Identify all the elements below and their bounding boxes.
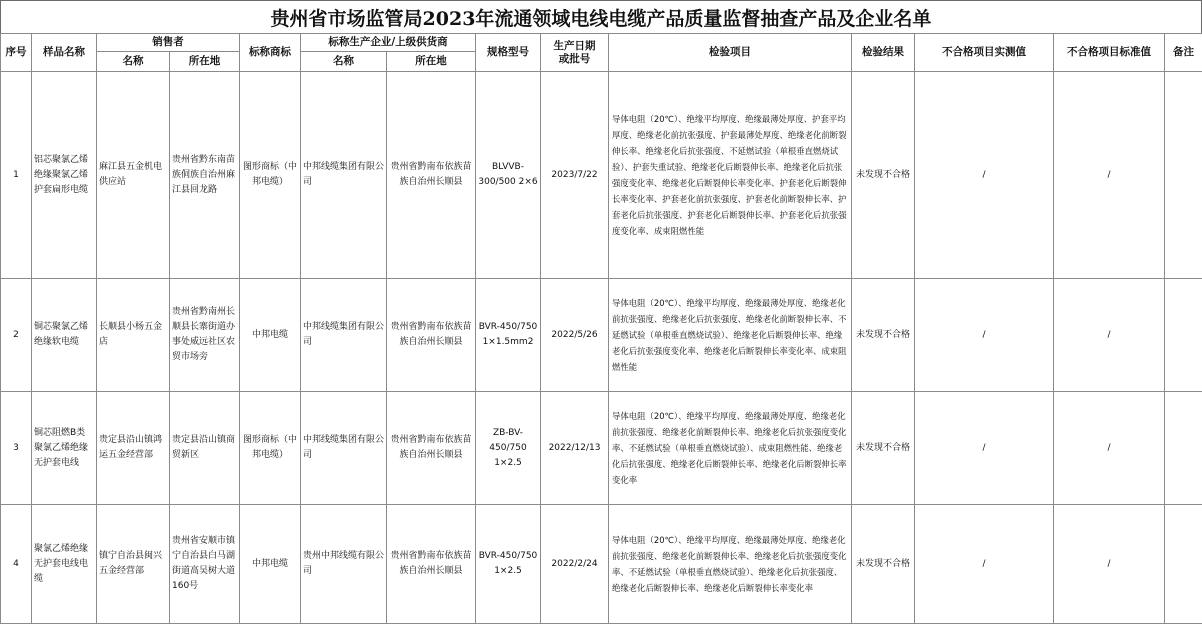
cell-spec: BLVVB-300/500 2×6 [476, 72, 541, 279]
header-seq: 序号 [1, 34, 32, 72]
cell-result: 未发现不合格 [852, 72, 915, 279]
header-trademark: 标称商标 [240, 34, 301, 72]
cell-seller-location: 贵定县沿山镇商贸新区 [170, 392, 240, 505]
cell-trademark: 中邦电缆 [240, 505, 301, 624]
table-row [1, 279, 1202, 392]
cell-seq: 4 [1, 505, 32, 624]
cell-seller-name: 长顺县小杨五金店 [97, 279, 170, 392]
header-spec: 规格型号 [476, 34, 541, 72]
header-seller-location: 所在地 [170, 52, 240, 72]
cell-producer-location: 贵州省黔南布依族苗族自治州长顺县 [387, 505, 476, 624]
cell-producer-location: 贵州省黔南布依族苗族自治州长顺县 [387, 279, 476, 392]
cell-remark [1165, 505, 1202, 624]
cell-items: 导体电阻（20℃）、绝缘平均厚度、绝缘最薄处厚度、绝缘老化前抗张强度、绝缘老化前断裂伸长率、绝缘老化后抗张强度变化率、不延燃试验（单根垂直燃烧试验）、绝缘老化后抗张强度、绝缘老化后断裂伸长率、绝缘老化后断裂伸长率变化率 [609, 505, 852, 624]
cell-seller-location: 贵州省安顺市镇宁自治县白马湖街道高吴树大道160号 [170, 505, 240, 624]
cell-fail-actual: / [915, 72, 1054, 279]
cell-seller-name: 麻江县五金机电供应站 [97, 72, 170, 279]
cell-producer-location: 贵州省黔南布依族苗族自治州长顺县 [387, 72, 476, 279]
cell-date: 2023/7/22 [541, 72, 609, 279]
cell-seller-location: 贵州省黔东南苗族侗族自治州麻江县回龙路 [170, 72, 240, 279]
cell-fail-actual: / [915, 392, 1054, 505]
cell-fail-standard: / [1054, 505, 1165, 624]
header-fail-actual: 不合格项目实测值 [915, 34, 1054, 72]
cell-spec: BVR-450/750 1×1.5mm2 [476, 279, 541, 392]
cell-items: 导体电阻（20℃）、绝缘平均厚度、绝缘最薄处厚度、绝缘老化前抗张强度、绝缘老化后抗张强度、绝缘老化前断裂伸长率、不延燃试验（单根垂直燃烧试验）、绝缘老化后断裂伸长率、绝缘老化后抗张强度变化率、绝缘老化后断裂伸长率变化率、成束阻燃性能 [609, 279, 852, 392]
header-fail-standard: 不合格项目标准值 [1054, 34, 1165, 72]
cell-seller-name: 镇宁自治县闽兴五金经营部 [97, 505, 170, 624]
cell-fail-standard: / [1054, 392, 1165, 505]
cell-result: 未发现不合格 [852, 392, 915, 505]
cell-spec: ZB-BV-450/750 1×2.5 [476, 392, 541, 505]
header-remark: 备注 [1165, 34, 1202, 72]
cell-producer-name: 中邦线缆集团有限公司 [301, 392, 387, 505]
cell-seq: 3 [1, 392, 32, 505]
cell-seq: 2 [1, 279, 32, 392]
cell-items: 导体电阻（20℃）、绝缘平均厚度、绝缘最薄处厚度、护套平均厚度、绝缘老化前抗张强度、护套最薄处厚度、绝缘老化前断裂伸长率、绝缘老化后抗张强度、不延燃试验（单根垂直燃烧试验）、护套失重试验、绝缘老化后断裂伸长率、绝缘老化后抗张强度变化率、绝缘老化后断裂伸长率变化率、护套老化后断裂伸长率变化率、护套老化前抗张强度、护套老化前断裂伸长率、护套老化后抗张强度、护套老化后断裂伸长率、护套老化后抗张强度变化率、成束阻燃性能 [609, 72, 852, 279]
cell-fail-actual: / [915, 505, 1054, 624]
header-result: 检验结果 [852, 34, 915, 72]
cell-items: 导体电阻（20℃）、绝缘平均厚度、绝缘最薄处厚度、绝缘老化前抗张强度、绝缘老化前断裂伸长率、绝缘老化后抗张强度变化率、不延燃试验（单根垂直燃烧试验）、成束阻燃性能、绝缘老化后抗张强度、绝缘老化后断裂伸长率、绝缘老化后断裂伸长率变化率 [609, 392, 852, 505]
header-date: 生产日期 或批号 [541, 34, 609, 72]
header-producer-name: 名称 [301, 52, 387, 72]
header-row-top [1, 34, 1202, 52]
cell-date: 2022/12/13 [541, 392, 609, 505]
cell-seller-name: 贵定县沿山镇鸿运五金经营部 [97, 392, 170, 505]
cell-trademark: 图形商标（中邦电缆） [240, 72, 301, 279]
cell-trademark: 图形商标（中邦电缆） [240, 392, 301, 505]
cell-remark [1165, 279, 1202, 392]
table-row [1, 392, 1202, 505]
cell-sample-name: 铝芯聚氯乙烯绝缘聚氯乙烯护套扁形电缆 [32, 72, 97, 279]
cell-result: 未发现不合格 [852, 279, 915, 392]
cell-sample-name: 铜芯阻燃B类聚氯乙烯绝缘无护套电线 [32, 392, 97, 505]
table-row [1, 72, 1202, 279]
page-title: 贵州省市场监管局2023年流通领域电线电缆产品质量监督抽查产品及企业名单 [0, 0, 1202, 33]
cell-result: 未发现不合格 [852, 505, 915, 624]
cell-producer-name: 中邦线缆集团有限公司 [301, 279, 387, 392]
inspection-table [0, 33, 1202, 624]
cell-date: 2022/5/26 [541, 279, 609, 392]
header-seller-name: 名称 [97, 52, 170, 72]
cell-seller-location: 贵州省黔南州长顺县长寨街道办事处威远社区农贸市场旁 [170, 279, 240, 392]
cell-producer-location: 贵州省黔南布依族苗族自治州长顺县 [387, 392, 476, 505]
header-items: 检验项目 [609, 34, 852, 72]
table-row [1, 505, 1202, 624]
cell-date: 2022/2/24 [541, 505, 609, 624]
cell-fail-standard: / [1054, 279, 1165, 392]
cell-remark [1165, 392, 1202, 505]
cell-sample-name: 聚氯乙烯绝缘无护套电线电缆 [32, 505, 97, 624]
header-seller: 销售者 [97, 34, 240, 52]
header-producer: 标称生产企业/上级供货商 [301, 34, 476, 52]
cell-remark [1165, 72, 1202, 279]
cell-fail-actual: / [915, 279, 1054, 392]
cell-fail-standard: / [1054, 72, 1165, 279]
cell-producer-name: 中邦线缆集团有限公司 [301, 72, 387, 279]
cell-producer-name: 贵州中邦线缆有限公司 [301, 505, 387, 624]
cell-spec: BVR-450/750 1×2.5 [476, 505, 541, 624]
cell-seq: 1 [1, 72, 32, 279]
header-producer-location: 所在地 [387, 52, 476, 72]
cell-trademark: 中邦电缆 [240, 279, 301, 392]
header-sample-name: 样品名称 [32, 34, 97, 72]
cell-sample-name: 铜芯聚氯乙烯绝缘软电缆 [32, 279, 97, 392]
